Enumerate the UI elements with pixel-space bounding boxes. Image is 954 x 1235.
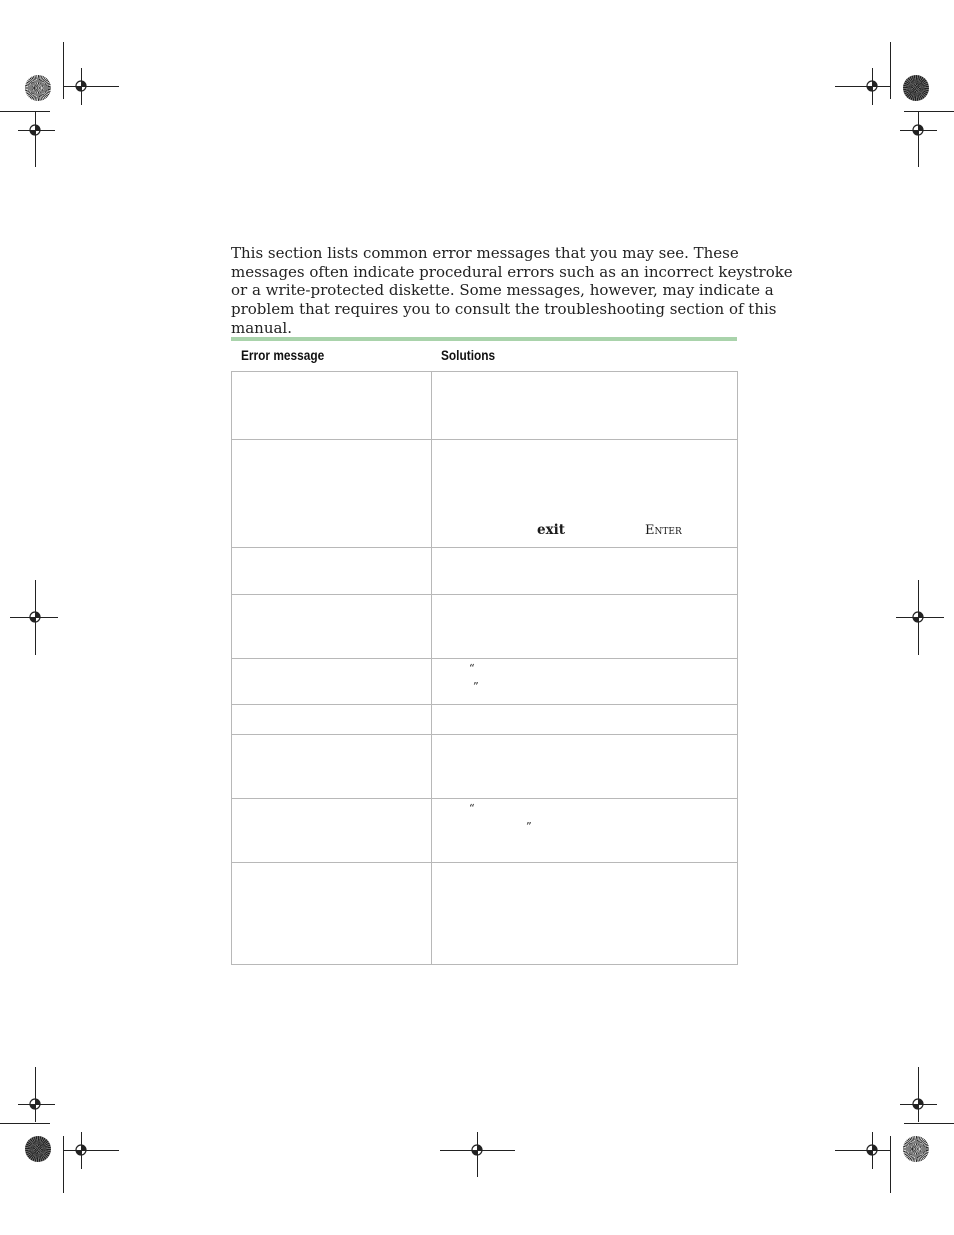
table-row (232, 705, 738, 735)
command-exit: exit (537, 522, 566, 538)
table-header (231, 341, 737, 371)
error-message-cell (232, 705, 432, 735)
crop-mark (890, 42, 891, 99)
error-message-cell (232, 595, 432, 659)
registration-sunburst-icon (903, 1136, 929, 1162)
crop-mark (918, 1067, 919, 1122)
crop-mark (890, 1136, 891, 1193)
error-message-cell (232, 799, 432, 863)
registration-target-icon (73, 1142, 89, 1158)
registration-target-icon (864, 78, 880, 94)
solution-cell (432, 659, 738, 705)
registration-target-icon (27, 1096, 43, 1112)
registration-sunburst-icon (25, 75, 51, 101)
table-row (232, 595, 738, 659)
registration-target-icon (469, 1142, 485, 1158)
open-quote: “ (469, 802, 475, 815)
table-row (232, 372, 738, 440)
key-enter: Enter (645, 523, 682, 538)
crop-mark (35, 112, 36, 167)
solution-cell (432, 863, 738, 965)
crop-mark (904, 1123, 954, 1124)
error-message-cell (232, 372, 432, 440)
registration-target-icon (864, 1142, 880, 1158)
crop-mark (0, 111, 50, 112)
registration-sunburst-icon (25, 1136, 51, 1162)
solution-cell (432, 372, 738, 440)
error-message-cell (232, 659, 432, 705)
solution-cell (432, 440, 738, 548)
solution-cell (432, 735, 738, 799)
registration-target-icon (73, 78, 89, 94)
table-row (232, 659, 738, 705)
crop-mark (918, 112, 919, 167)
error-message-cell (232, 548, 432, 595)
solution-cell (432, 595, 738, 659)
crop-mark (904, 111, 954, 112)
registration-sunburst-icon (903, 75, 929, 101)
column-header-error-message: Error message (241, 348, 325, 363)
crop-mark (835, 1150, 890, 1151)
registration-target-icon (910, 1096, 926, 1112)
crop-mark (63, 1136, 64, 1193)
crop-mark (835, 86, 890, 87)
close-quote: ” (473, 680, 479, 693)
solution-cell (432, 799, 738, 863)
error-message-cell (232, 440, 432, 548)
solution-cell (432, 548, 738, 595)
table-row (232, 440, 738, 548)
table-row (232, 548, 738, 595)
solution-cell (432, 705, 738, 735)
error-message-table (231, 337, 737, 965)
error-table-body (231, 371, 738, 965)
registration-target-icon (910, 122, 926, 138)
table-row (232, 863, 738, 965)
close-quote: ” (526, 820, 532, 833)
crop-mark (0, 1123, 50, 1124)
registration-target-icon (27, 609, 43, 625)
table-row (232, 799, 738, 863)
column-header-solutions: Solutions (441, 348, 496, 363)
intro-paragraph: This section lists common error messages that you may see. These messages often indicate procedural errors such as an incorrect keystroke or a write-protected diskette. Some messages, however, may indicate a problem that requires you to consult the troubleshooting section of this manual. (231, 244, 793, 337)
registration-target-icon (910, 609, 926, 625)
registration-target-icon (27, 122, 43, 138)
open-quote: “ (469, 662, 475, 675)
table-row (232, 735, 738, 799)
error-message-cell (232, 863, 432, 965)
crop-mark (35, 1067, 36, 1122)
crop-mark (63, 42, 64, 99)
error-message-cell (232, 735, 432, 799)
